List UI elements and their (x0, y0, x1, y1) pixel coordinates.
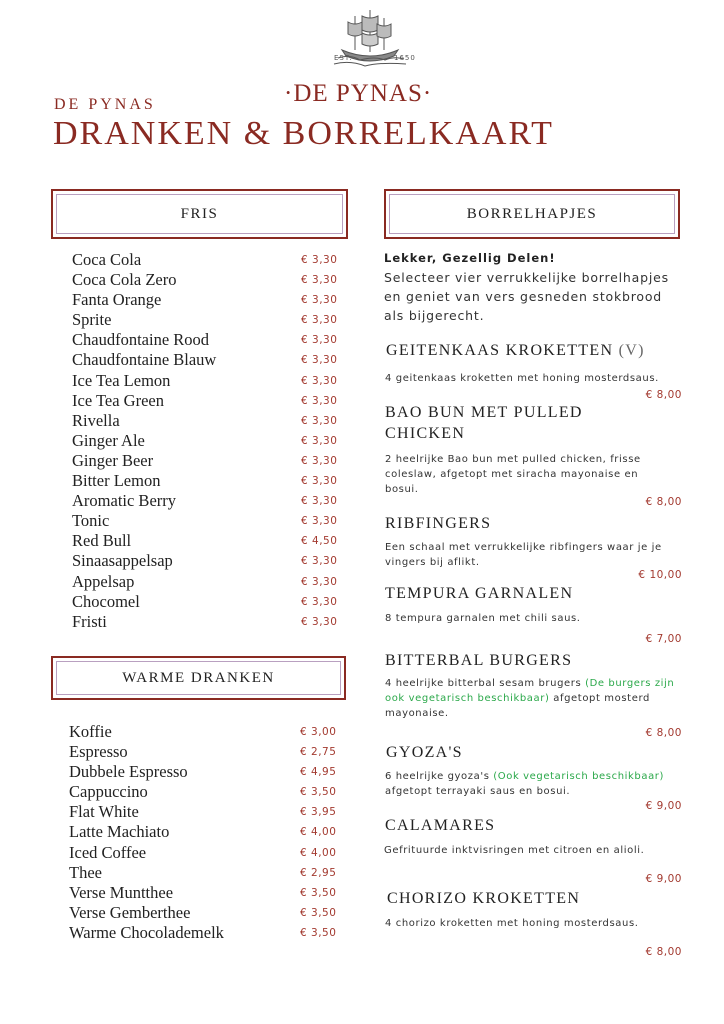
menu-item (69, 782, 341, 802)
fris-heading-box (51, 189, 348, 239)
item-price: € 3,30 (301, 434, 338, 447)
item-price: € 2,75 (300, 746, 337, 759)
item-price: € 4,00 (300, 846, 337, 859)
item-price: € 3,50 (300, 926, 337, 939)
item-name: Coca Cola Zero (72, 270, 177, 290)
item-price: € 3,30 (301, 515, 338, 528)
item-name: Ginger Ale (72, 430, 145, 450)
snack-name: BITTERBAL BURGERS (385, 652, 573, 669)
snack-name: TEMPURA GARNALEN (385, 585, 574, 602)
menu-item (72, 592, 342, 612)
page-title: DRANKEN & BORRELKAART (53, 115, 554, 152)
item-price: € 3,30 (301, 414, 338, 427)
item-price: € 3,30 (301, 595, 338, 608)
item-name: Espresso (69, 742, 128, 762)
menu-item (72, 551, 342, 571)
menu-item (72, 491, 342, 511)
menu-item (72, 531, 342, 551)
snack-description: 4 geitenkaas kroketten met honing mosterdsaus. (385, 373, 659, 384)
item-price: € 3,50 (300, 786, 337, 799)
item-name: Appelsap (72, 571, 135, 591)
restaurant-name: DE PYNAS (54, 96, 156, 113)
menu-item (72, 270, 342, 290)
snack-price: € 8,00 (645, 389, 682, 401)
menu-item (69, 903, 341, 923)
item-price: € 4,00 (300, 826, 337, 839)
item-name: Ice Tea Lemon (72, 370, 171, 390)
item-price: € 3,95 (300, 806, 337, 819)
item-price: € 3,30 (301, 475, 338, 488)
menu-item (72, 250, 342, 270)
item-name: Red Bull (72, 531, 132, 551)
item-name: Latte Machiato (69, 822, 170, 842)
menu-item (72, 350, 342, 370)
snack-name: CHORIZO KROKETTEN (387, 890, 581, 907)
snack-price: € 9,00 (645, 873, 682, 885)
vegetarian-note: (De burgers zijn ook vegetarisch beschikbaar) (385, 678, 675, 704)
item-name: Rivella (72, 410, 120, 430)
menu-item (69, 722, 341, 742)
menu-item (72, 290, 342, 310)
menu-item (72, 451, 342, 471)
snack-name: RIBFINGERS (385, 515, 492, 532)
snack-name: CALAMARES (385, 817, 496, 834)
menu-item (69, 863, 341, 883)
item-name: Ice Tea Green (72, 390, 164, 410)
snack-price: € 8,00 (645, 946, 682, 958)
item-price: € 3,30 (301, 334, 338, 347)
snack-price: € 8,00 (645, 727, 682, 739)
snack-description: Een schaal met verrukkelijke ribfingers waar je je vingers bij aflikt. (385, 542, 662, 568)
item-name: Thee (69, 862, 102, 882)
item-name: Sprite (72, 310, 112, 330)
snack-price: € 8,00 (645, 496, 682, 508)
menu-item (72, 511, 342, 531)
est-label: EST. (334, 54, 353, 62)
menu-item (72, 411, 342, 431)
item-price: € 3,00 (300, 726, 337, 738)
item-name: Tonic (72, 511, 110, 531)
item-price: € 3,30 (301, 555, 338, 568)
vegetarian-badge: (V) (618, 342, 645, 359)
menu-item (69, 923, 341, 943)
menu-item (69, 742, 341, 762)
item-name: Dubbele Espresso (69, 762, 188, 782)
item-name: Fanta Orange (72, 290, 162, 310)
fris-list (72, 250, 342, 632)
menu-item (69, 843, 341, 863)
menu-item (69, 802, 341, 822)
menu-item (69, 883, 341, 903)
item-name: Chaudfontaine Rood (72, 330, 210, 350)
item-name: Sinaasappelsap (72, 551, 173, 571)
snack-price: € 7,00 (645, 633, 682, 645)
menu-item (69, 822, 341, 842)
warm-heading: WARME DRANKEN (56, 661, 341, 695)
item-price: € 3,30 (301, 495, 338, 508)
borrel-intro-title: Lekker, Gezellig Delen! (384, 251, 556, 265)
established-year: 1650 (394, 54, 416, 62)
menu-item (69, 762, 341, 782)
menu-item (72, 471, 342, 491)
item-name: Koffie (69, 722, 112, 741)
snack-description: 4 chorizo kroketten met honing mosterdsaus. (385, 918, 639, 929)
menu-item (72, 572, 342, 592)
snack-name: GEITENKAAS KROKETTEN (V) (386, 342, 645, 359)
item-name: Verse Gemberthee (69, 902, 191, 922)
item-price: € 3,30 (301, 274, 338, 287)
borrel-heading-box (384, 189, 680, 239)
snack-price: € 10,00 (638, 569, 682, 581)
item-name: Chocomel (72, 591, 140, 611)
borrel-heading: BORRELHAPJES (389, 194, 675, 234)
item-price: € 3,30 (301, 394, 338, 407)
item-price: € 3,30 (301, 615, 338, 628)
item-price: € 3,30 (301, 454, 338, 467)
snack-description: 8 tempura garnalen met chili saus. (385, 613, 581, 624)
menu-item (72, 391, 342, 411)
item-name: Ginger Beer (72, 450, 154, 470)
ship-logo (320, 6, 420, 76)
menu-item (72, 310, 342, 330)
snack-description: 6 heelrijke gyoza's (Ook vegetarisch beschikbaar) afgetopt terrayaki saus en bosui. (385, 771, 665, 797)
item-price: € 4,50 (301, 535, 338, 548)
item-price: € 3,30 (301, 294, 338, 307)
snack-description: Gefrituurde inktvisringen met citroen en alioli. (384, 845, 645, 856)
menu-item (72, 612, 342, 632)
item-name: Bitter Lemon (72, 471, 161, 491)
item-name: Cappuccino (69, 782, 148, 802)
item-price: € 3,30 (301, 314, 338, 327)
menu-item (72, 371, 342, 391)
item-name: Iced Coffee (69, 842, 147, 862)
menu-item (72, 330, 342, 350)
item-name: Coca Cola (72, 250, 142, 269)
item-name: Fristi (72, 611, 107, 631)
item-name: Warme Chocolademelk (69, 922, 224, 942)
item-price: € 3,30 (301, 254, 338, 266)
snack-name: BAO BUN MET PULLED CHICKEN (385, 404, 583, 442)
item-price: € 3,50 (300, 906, 337, 919)
fris-heading: FRIS (56, 194, 343, 234)
item-price: € 3,50 (300, 886, 337, 899)
item-price: € 4,95 (300, 766, 337, 779)
vegetarian-note: (Ook vegetarisch beschikbaar) (493, 771, 665, 782)
item-price: € 3,30 (301, 575, 338, 588)
item-name: Aromatic Berry (72, 491, 177, 511)
item-price: € 3,30 (301, 374, 338, 387)
item-price: € 3,30 (301, 354, 338, 367)
item-name: Flat White (69, 802, 139, 822)
item-price: € 2,95 (300, 866, 337, 879)
borrel-intro-text: Selecteer vier verrukkelijke borrelhapjes en geniet van vers gesneden stokbrood als bijgerecht. (384, 270, 669, 323)
warm-heading-box (51, 656, 346, 700)
snack-description: 2 heelrijke Bao bun met pulled chicken, frisse coleslaw, afgetopt met siracha mayonaise en bosui. (385, 454, 641, 495)
snack-name: GYOZA'S (386, 744, 463, 761)
snack-price: € 9,00 (645, 800, 682, 812)
item-name: Verse Muntthee (69, 882, 174, 902)
brand-logo-text: ·DE PYNAS· (284, 80, 433, 107)
warm-list (69, 722, 341, 943)
menu-item (72, 431, 342, 451)
snack-description: 4 heelrijke bitterbal sesam brugers (De burgers zijn ook vegetarisch beschikbaar) afgetopt mosterd mayonaise. (385, 678, 675, 719)
item-name: Chaudfontaine Blauw (72, 350, 217, 370)
